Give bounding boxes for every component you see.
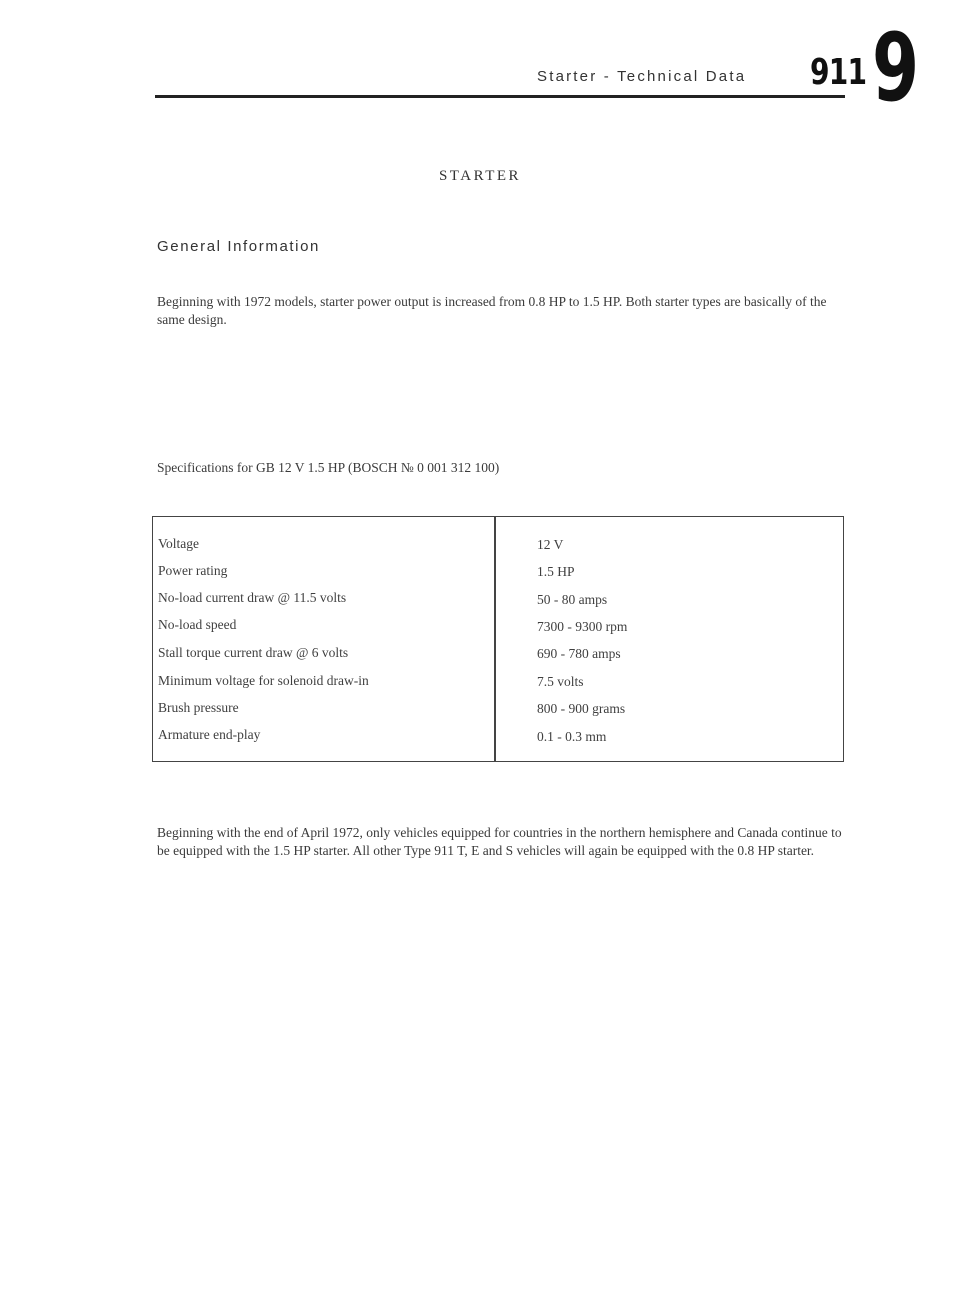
spec-value-brush-pressure: 800 - 900 grams [537, 701, 626, 716]
spec-value-voltage: 12 V [537, 537, 564, 552]
intro-paragraph: Beginning with 1972 models, starter power output is increased from 0.8 HP to 1.5 HP. Both starter types are basically of the same design. [157, 294, 827, 327]
header-rule [155, 95, 845, 98]
spec-value-armature-end-play: 0.1 - 0.3 mm [537, 729, 607, 744]
spec-label-armature-end-play: Armature end-play [158, 727, 261, 742]
spec-caption: Specifications for GB 12 V 1.5 HP (BOSCH № 0 001 312 100) [157, 460, 500, 475]
spec-value-no-load-speed: 7300 - 9300 rpm [537, 619, 628, 634]
spec-table-divider [494, 516, 496, 762]
spec-label-power-rating: Power rating [158, 563, 228, 578]
spec-label-no-load-speed: No-load speed [158, 617, 237, 632]
spec-label-voltage: Voltage [158, 536, 199, 551]
spec-label-brush-pressure: Brush pressure [158, 700, 239, 715]
chapter-number: 9 [872, 14, 920, 123]
spec-table [152, 516, 844, 762]
spec-value-min-voltage: 7.5 volts [537, 674, 584, 689]
spec-value-stall-torque: 690 - 780 amps [537, 646, 621, 661]
spec-label-no-load-current: No-load current draw @ 11.5 volts [158, 590, 347, 605]
spec-value-power-rating: 1.5 HP [537, 564, 575, 579]
header-section-title: Starter - Technical Data [537, 68, 747, 85]
closing-paragraph: Beginning with the end of April 1972, only vehicles equipped for countries in the northern hemisphere and Canada continue to be equipped with the 1.5 HP starter. All other Type 911 T, E and S vehicles will again be equipped with the 0.8 HP starter. [157, 825, 842, 858]
spec-value-no-load-current: 50 - 80 amps [537, 592, 608, 607]
section-heading: General Information [157, 238, 320, 255]
spec-label-stall-torque: Stall torque current draw @ 6 volts [158, 645, 349, 660]
page-title: STARTER [438, 168, 522, 184]
spec-label-min-voltage: Minimum voltage for solenoid draw-in [158, 673, 369, 688]
model-number: 911 [810, 52, 867, 93]
